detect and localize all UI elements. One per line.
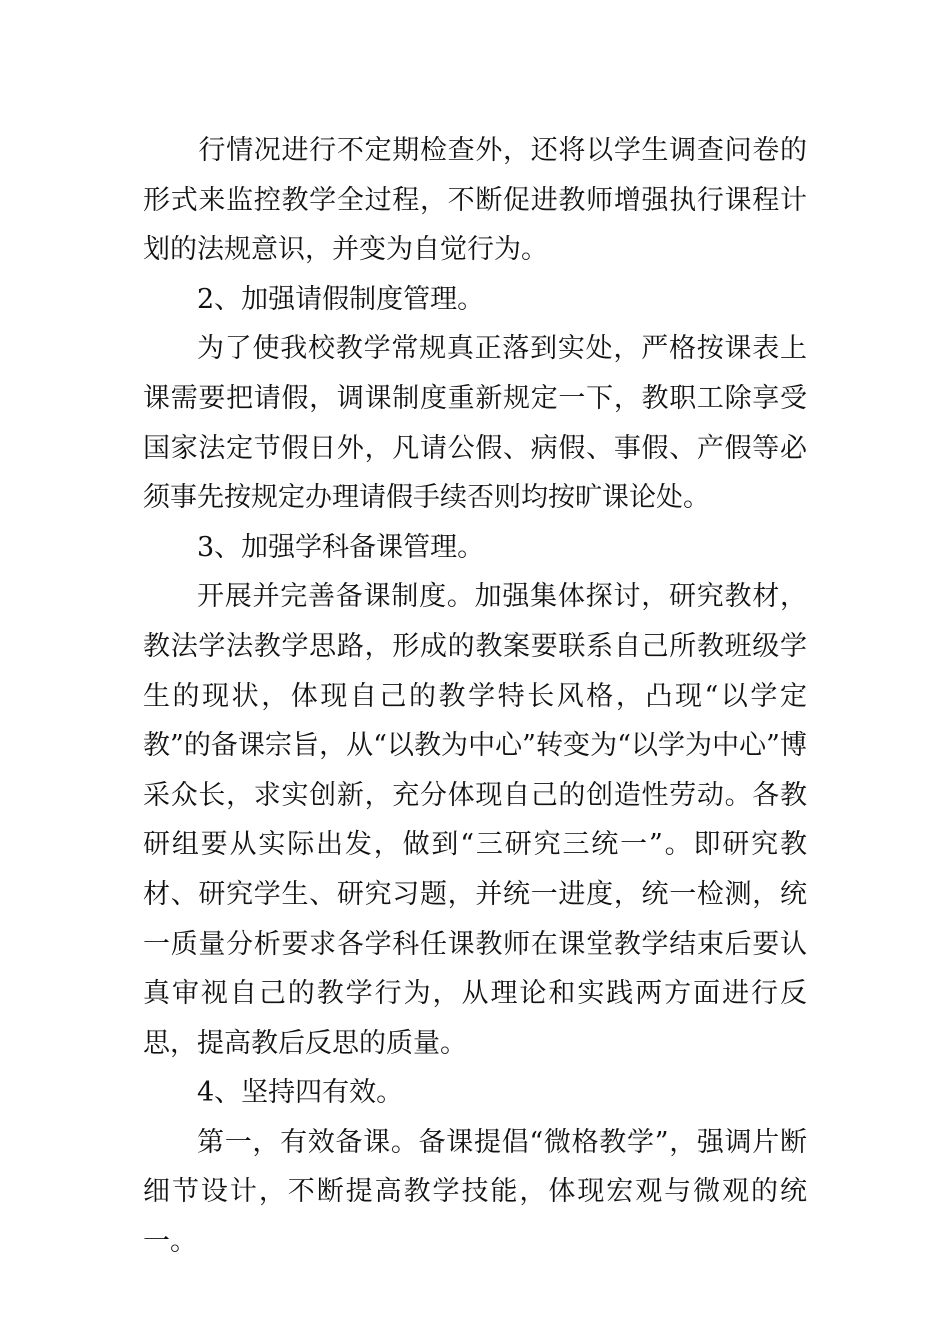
document-page bbox=[143, 126, 807, 1267]
section-heading-lesson-preparation: 3、加强学科备课管理。 bbox=[197, 531, 485, 563]
paragraph-leave-policy: 为了使我校教学常规真正落到实处，严格按课表上课需要把请假，调课制度重新规定一下，教职工除享受国家法定节假日外，凡请公假、病假、事假、产假等必须事先按规定办理请假手续否则均按旷课论处。 bbox=[143, 333, 807, 514]
section-heading-leave-management: 2、加强请假制度管理。 bbox=[197, 283, 485, 315]
paragraph-lesson-preparation: 开展并完善备课制度。加强集体探讨，研究教材，教法学法教学思路，形成的教案要联系自己所教班级学生的现状，体现自己的教学特长风格，凸现“以学定教”的备课宗旨，从“以教为中心”转变为“以学为中心”博采众长，求实创新，充分体现自己的创造性劳动。各教研组要从实际出发，做到“三研究三统一”。即研究教材、研究学生、研究习题，并统一进度，统一检测，统一质量分析要求各学科任课教师在课堂教学结束后要认真审视自己的教学行为，从理论和实践两方面进行反思，提高教后反思的质量。 bbox=[143, 581, 807, 1059]
paragraph-effective-preparation: 第一，有效备课。备课提倡“微格教学”，强调片断细节设计，不断提高教学技能，体现宏观与微观的统一。 bbox=[143, 1126, 807, 1258]
paragraph-continuation: 行情况进行不定期检查外，还将以学生调查问卷的形式来监控教学全过程，不断促进教师增强执行课程计划的法规意识，并变为自觉行为。 bbox=[143, 135, 807, 266]
section-heading-four-effective: 4、坚持四有效。 bbox=[197, 1077, 404, 1109]
